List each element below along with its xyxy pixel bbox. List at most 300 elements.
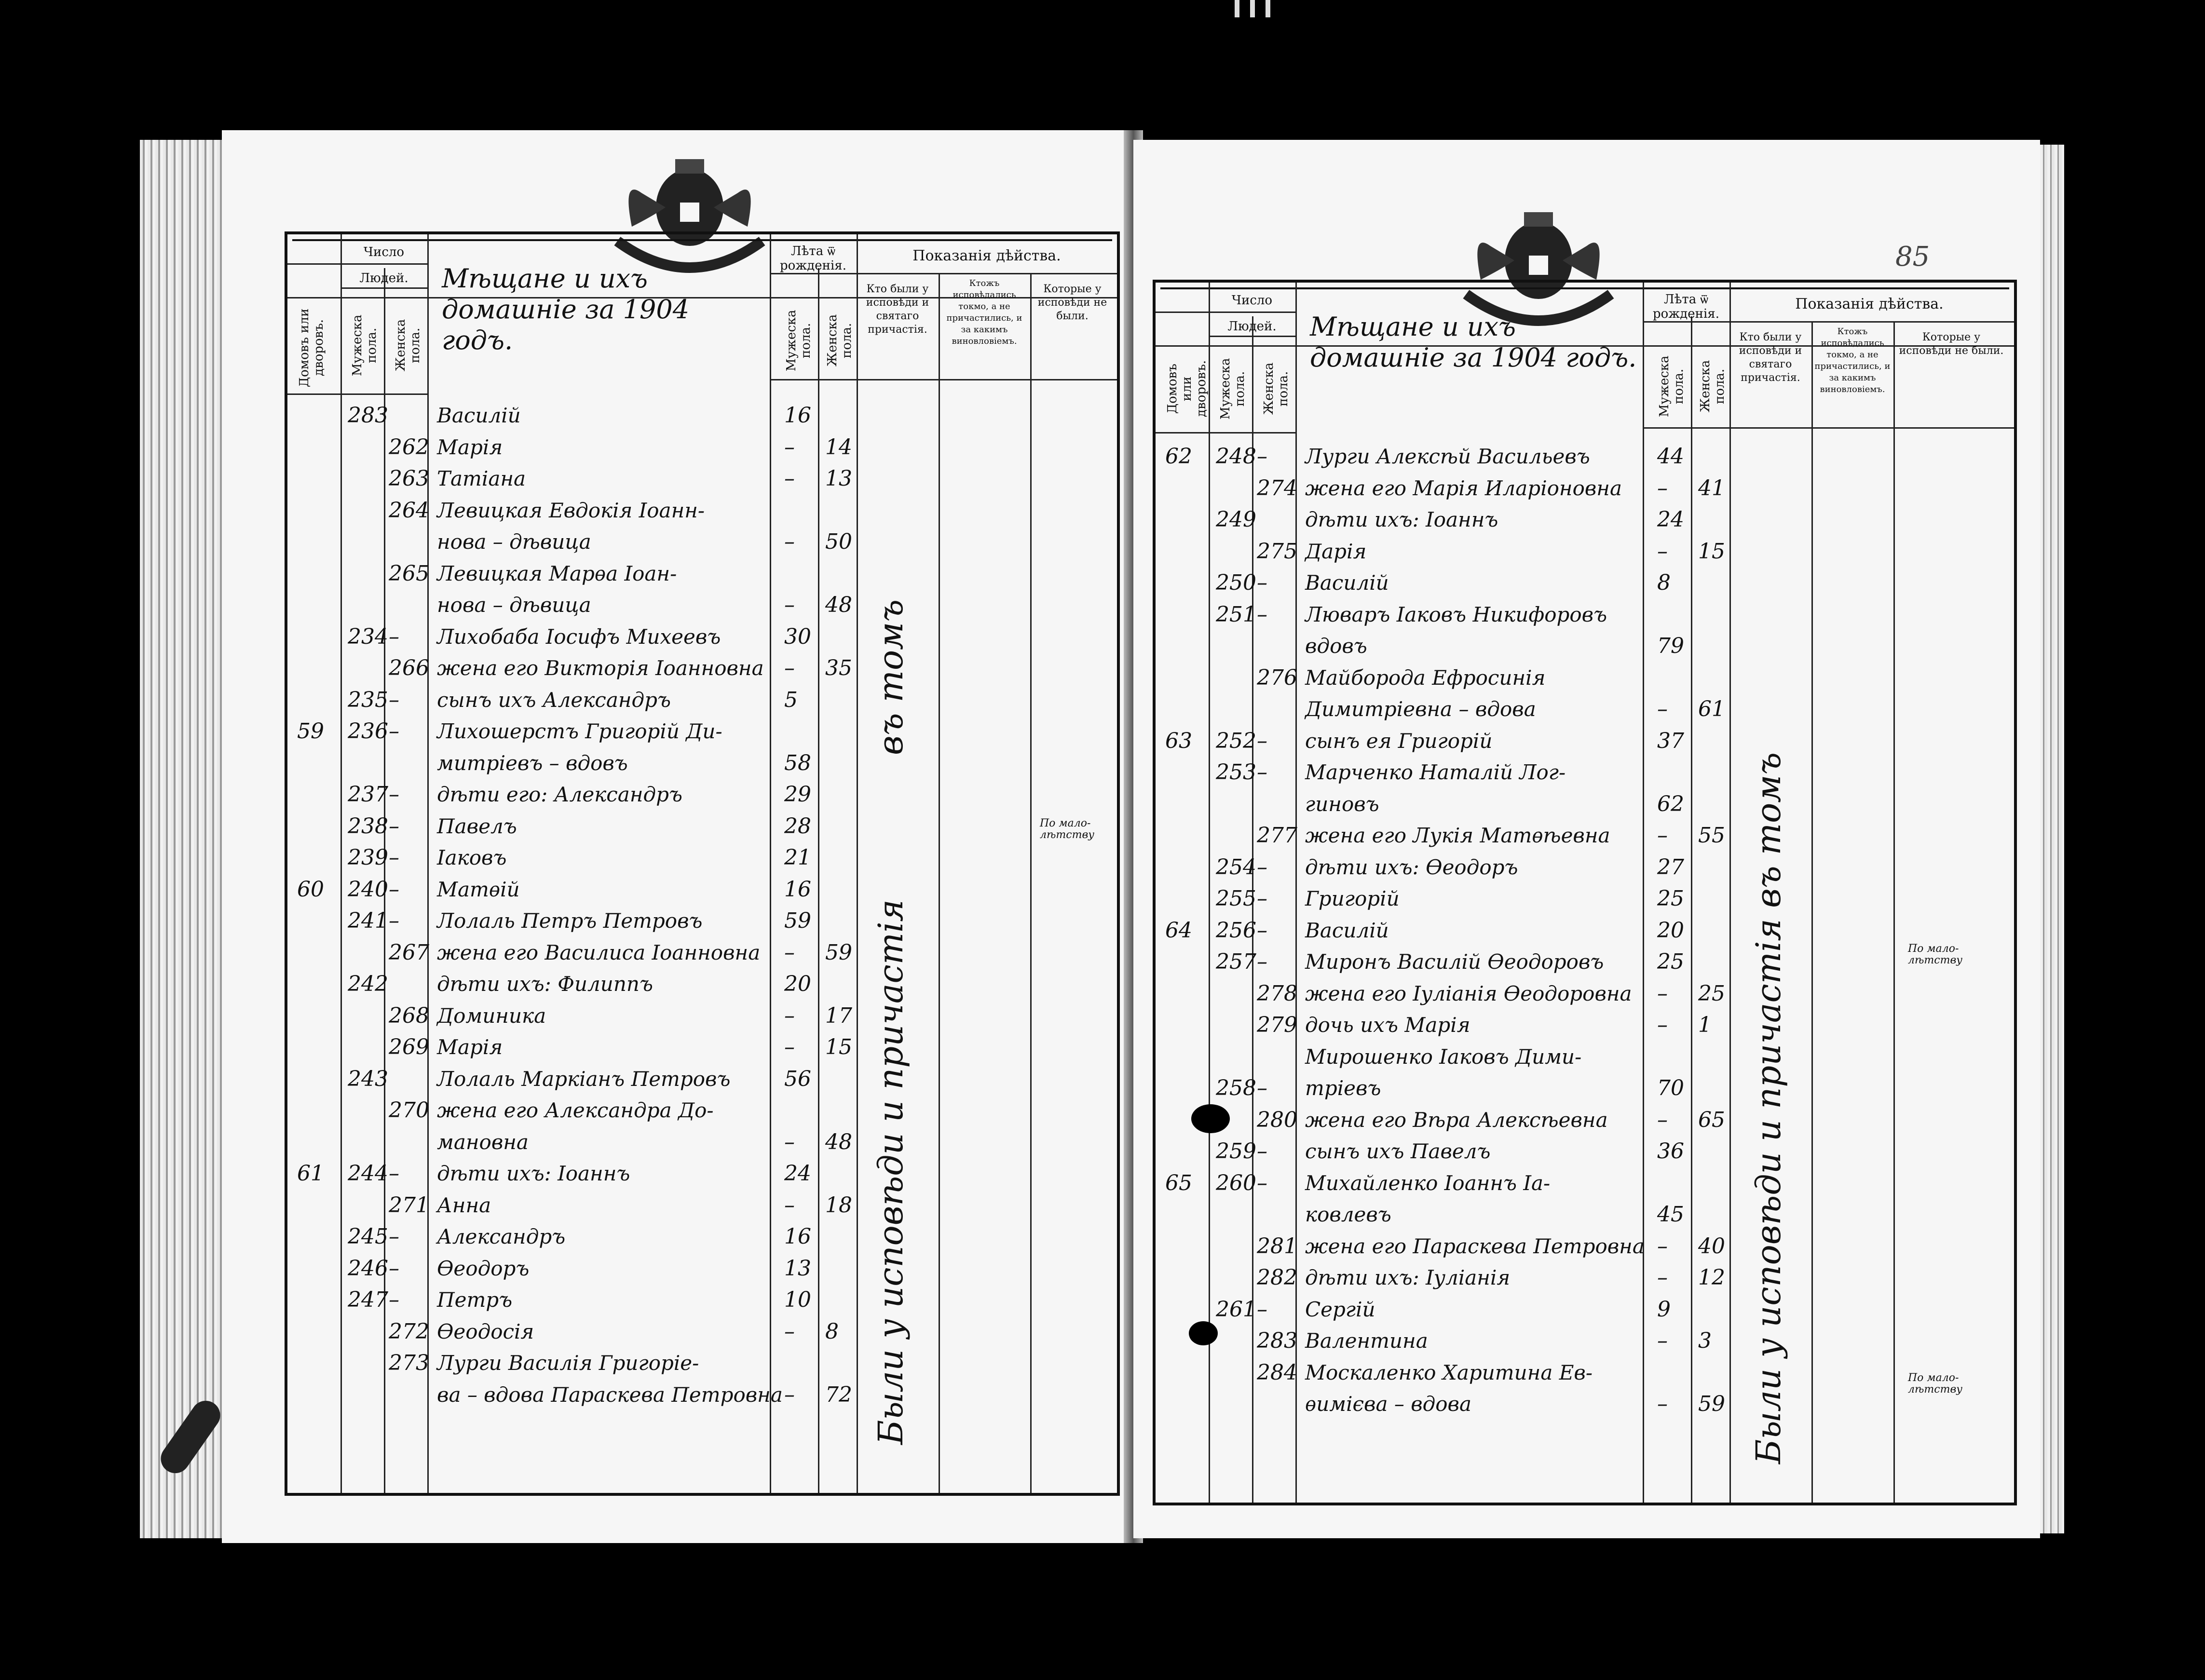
male-age: 25 — [1657, 886, 1684, 911]
male-age: 24 — [784, 1161, 811, 1186]
person-name: Дарія — [1305, 539, 1367, 563]
person-name: митріевъ – вдовъ — [437, 751, 628, 775]
female-age: 72 — [825, 1382, 852, 1407]
person-name: жена его Александра До- — [437, 1098, 714, 1122]
table-row — [1156, 726, 2004, 756]
table-row — [1156, 474, 2004, 503]
house-number: 61 — [297, 1161, 324, 1186]
female-age: 59 — [825, 940, 852, 965]
female-number: 266 — [389, 656, 429, 680]
female-number: – — [389, 1224, 399, 1249]
female-number: 272 — [389, 1319, 429, 1344]
male-number: 253 — [1216, 760, 1256, 785]
table-row — [1156, 1358, 2004, 1388]
female-number: – — [389, 1287, 399, 1312]
table-row — [1156, 853, 2004, 882]
header-chislo: Число — [1231, 293, 1273, 308]
male-age: – — [1657, 1392, 1668, 1416]
male-number: 242 — [348, 972, 388, 996]
film-frame-mark — [1235, 0, 1346, 19]
header-female: Женска пола. — [394, 319, 422, 372]
male-number: 243 — [348, 1066, 388, 1091]
male-number: 239 — [348, 845, 388, 870]
person-name: дѣти ихъ: Филиппъ — [437, 972, 653, 996]
female-age: 65 — [1698, 1107, 1725, 1132]
person-name: дѣти ихъ: Іоаннъ — [1305, 508, 1498, 531]
male-number: 248 — [1216, 444, 1256, 469]
table-row — [1156, 1232, 2004, 1261]
male-number: 249 — [1216, 507, 1256, 532]
person-name: Александръ — [437, 1225, 566, 1248]
person-name: дѣти ихъ: Ѳеодоръ — [1305, 855, 1518, 879]
female-age: 25 — [1698, 981, 1725, 1006]
male-number: 235 — [348, 687, 388, 712]
table-row — [287, 969, 1107, 999]
male-age: 25 — [1657, 949, 1684, 974]
header-who-were: Кто были у исповѣди и святаго причастія. — [1739, 331, 1802, 384]
male-number: 252 — [1216, 728, 1256, 753]
female-number: – — [1257, 918, 1267, 943]
female-number: – — [1257, 1170, 1267, 1195]
female-number: 275 — [1257, 539, 1297, 564]
male-number: 238 — [348, 813, 388, 839]
table-row — [287, 527, 1107, 557]
person-name: вдовъ — [1305, 634, 1367, 658]
male-age: – — [784, 434, 795, 460]
left-page — [222, 130, 1129, 1543]
female-number: – — [389, 687, 399, 712]
male-age: 79 — [1657, 634, 1684, 658]
male-number: 245 — [348, 1224, 388, 1249]
female-number: 277 — [1257, 823, 1297, 848]
female-age: 17 — [825, 1003, 852, 1028]
note-who-were-right: Были у исповѣди и причастія въ томъ — [1749, 752, 1788, 1464]
male-age: 36 — [1657, 1139, 1684, 1164]
female-number: 278 — [1257, 981, 1297, 1006]
person-name: Лолаль Маркіанъ Петровъ — [437, 1067, 731, 1091]
male-age: 56 — [784, 1066, 811, 1091]
female-number: – — [1257, 949, 1267, 974]
page-number: 85 — [1895, 241, 1930, 272]
table-row — [287, 464, 1107, 494]
person-name: ва – вдова Параскева Петровна — [437, 1382, 783, 1407]
table-row — [287, 843, 1107, 873]
side-note-right-2: По мало-лѣтству — [1908, 1372, 1963, 1395]
person-name: Марченко Наталій Лог- — [1305, 760, 1566, 784]
female-number: – — [1257, 1076, 1267, 1100]
table-row — [1156, 631, 2004, 661]
male-age: 16 — [784, 403, 811, 428]
table-row — [1156, 758, 2004, 787]
female-number: 271 — [389, 1192, 429, 1218]
table-row — [1156, 663, 2004, 693]
table-row — [287, 1001, 1107, 1031]
male-number: 256 — [1216, 918, 1256, 943]
person-name: Василій — [1305, 918, 1389, 942]
table-row — [287, 875, 1107, 905]
person-name: Марія — [437, 435, 503, 459]
table-row — [1156, 568, 2004, 598]
section-title: Мѣщане и ихъ домашніе за 1904 годъ. — [442, 263, 690, 355]
table-row — [287, 1285, 1107, 1315]
table-row — [287, 812, 1107, 841]
female-number: – — [1257, 602, 1267, 627]
table-row — [287, 1096, 1107, 1125]
table-row — [1156, 916, 2004, 946]
male-age: – — [784, 529, 795, 554]
female-number: 268 — [389, 1003, 429, 1028]
house-number: 65 — [1165, 1170, 1192, 1195]
male-age: – — [1657, 697, 1668, 721]
male-age: 5 — [784, 687, 798, 712]
female-number: 273 — [389, 1351, 429, 1375]
male-age: – — [784, 656, 795, 680]
person-name: гиновъ — [1305, 792, 1379, 816]
male-age: – — [784, 1035, 795, 1059]
table-row — [1156, 694, 2004, 724]
table-row — [287, 1127, 1107, 1157]
person-name: Лихобаба Іосифъ Михеевъ — [437, 624, 721, 649]
person-name: Лихошерстъ Григорій Ди- — [437, 719, 722, 743]
male-number: 258 — [1216, 1076, 1256, 1100]
person-name: дочь ихъ Марія — [1305, 1013, 1470, 1037]
house-number: 62 — [1165, 444, 1192, 469]
person-name: Люваръ Іаковъ Никифоровъ — [1305, 602, 1607, 626]
table-row — [1156, 884, 2004, 914]
male-age: 30 — [784, 624, 811, 649]
female-age: 59 — [1698, 1392, 1725, 1416]
male-age: 62 — [1657, 791, 1684, 816]
table-row — [1156, 537, 2004, 567]
male-number: 234 — [348, 624, 388, 649]
header-lyudey: Людей. — [359, 271, 408, 285]
person-name: Димитріевна – вдова — [1305, 697, 1536, 721]
header-who-were: Кто были у исповѣди и святаго причастія. — [866, 283, 929, 336]
male-number: 259 — [1216, 1139, 1256, 1164]
table-row — [1156, 821, 2004, 851]
male-number: 261 — [1216, 1297, 1256, 1322]
female-number: – — [389, 813, 399, 839]
female-number: – — [1257, 728, 1267, 753]
register-table-left — [285, 231, 1120, 1496]
male-age: 13 — [784, 1256, 811, 1281]
person-name: Петръ — [437, 1288, 513, 1312]
header-lyudey: Людей. — [1227, 319, 1277, 334]
table-row — [287, 906, 1107, 936]
male-number: 251 — [1216, 602, 1256, 627]
person-name: Доминика — [437, 1003, 546, 1028]
female-age: 18 — [825, 1192, 852, 1218]
person-name: Василій — [437, 404, 521, 427]
male-age: 8 — [1657, 570, 1671, 595]
table-row — [1156, 1326, 2004, 1356]
male-age: 59 — [784, 908, 811, 933]
table-row — [287, 1254, 1107, 1284]
table-row — [287, 590, 1107, 620]
female-number: – — [389, 1256, 399, 1281]
male-age: 9 — [1657, 1297, 1671, 1322]
male-age: 16 — [784, 1224, 811, 1249]
header-years-female: Женска пола. — [1698, 360, 1727, 413]
person-name: Москаленко Харитина Ев- — [1305, 1360, 1593, 1384]
ink-blot — [1189, 1321, 1218, 1345]
female-number: 262 — [389, 434, 429, 460]
male-age: – — [1657, 539, 1668, 564]
male-age: – — [1657, 823, 1668, 848]
male-age: – — [784, 593, 795, 617]
house-number: 59 — [297, 719, 324, 744]
person-name: сынъ ихъ Павелъ — [1305, 1139, 1491, 1163]
female-number: 267 — [389, 940, 429, 965]
male-age: – — [1657, 1013, 1668, 1037]
person-name: Майборода Ефросинія — [1305, 665, 1546, 690]
house-number: 64 — [1165, 918, 1192, 943]
female-number: – — [389, 877, 399, 902]
female-number: – — [389, 782, 399, 807]
male-age: – — [784, 1003, 795, 1028]
person-name: Григорій — [1305, 887, 1400, 910]
male-number: 244 — [348, 1161, 388, 1186]
male-age: 16 — [784, 877, 811, 902]
ink-blot — [1191, 1104, 1230, 1133]
male-age: – — [1657, 1265, 1668, 1290]
table-row — [1156, 1168, 2004, 1198]
female-number: 265 — [389, 561, 429, 586]
book-page-edges-left — [140, 140, 227, 1538]
person-name: сынъ ихъ Александръ — [437, 688, 671, 712]
table-row — [287, 622, 1107, 652]
male-number: 241 — [348, 908, 388, 933]
person-name: Мирошенко Іаковъ Дими- — [1305, 1044, 1582, 1069]
male-number: 240 — [348, 877, 388, 902]
header-domov: Домовъ или дворовъ. — [297, 308, 326, 387]
female-age: 55 — [1698, 823, 1725, 848]
table-row — [287, 1191, 1107, 1220]
table-row — [287, 1380, 1107, 1410]
male-age: 29 — [784, 782, 811, 807]
female-number: – — [389, 845, 399, 870]
person-name: Павелъ — [437, 814, 517, 838]
header-male: Мужеска пола. — [1218, 358, 1247, 420]
table-row — [1156, 505, 2004, 535]
header-years: Лѣта ѿ рожденія. — [1653, 292, 1719, 321]
table-row — [287, 748, 1107, 778]
person-name: Лурги Василія Григоріе- — [437, 1351, 699, 1375]
male-age: 37 — [1657, 728, 1684, 753]
male-age: – — [784, 1319, 795, 1344]
male-age: 44 — [1657, 444, 1684, 469]
male-number: 260 — [1216, 1170, 1256, 1195]
table-row — [287, 938, 1107, 968]
male-age: – — [784, 940, 795, 965]
male-age: 21 — [784, 845, 811, 870]
header-male: Мужеска пола. — [350, 314, 379, 376]
person-name: Миронъ Василій Ѳеодоровъ — [1305, 950, 1604, 974]
female-number: 274 — [1257, 475, 1297, 501]
male-age: 45 — [1657, 1202, 1684, 1227]
person-name: дѣти его: Александръ — [437, 783, 682, 806]
table-row — [287, 1222, 1107, 1252]
person-name: сынъ ея Григорій — [1305, 729, 1493, 753]
header-who-confessed: Ктожъ исповѣдались токмо, а не причастились, и за какимъ виновловіемъ. — [1814, 326, 1891, 394]
female-age: 15 — [1698, 539, 1725, 564]
person-name: Левицкая Евдокія Іоанн- — [437, 498, 705, 522]
female-age: 35 — [825, 656, 852, 680]
person-name: Татіана — [437, 467, 526, 490]
male-age: – — [784, 1382, 795, 1407]
male-age: 58 — [784, 750, 811, 775]
person-name: ковлевъ — [1305, 1203, 1391, 1226]
table-row — [287, 717, 1107, 746]
person-name: жена его Лукія Матѳѣевна — [1305, 824, 1610, 847]
person-name: Лурги Алексѣй Васильевъ — [1305, 445, 1590, 468]
section-title: Мѣщане и ихъ домашніе за 1904 годъ. — [1310, 312, 1637, 373]
header-who-not: Которые у исповѣди не были. — [1899, 331, 2004, 357]
table-row — [287, 1032, 1107, 1062]
male-age: – — [1657, 475, 1668, 501]
male-age: – — [1657, 1328, 1668, 1353]
table-row — [287, 401, 1107, 431]
table-row — [287, 1159, 1107, 1189]
female-number: 270 — [389, 1098, 429, 1123]
female-age: 41 — [1698, 475, 1725, 501]
female-age: 48 — [825, 1129, 852, 1154]
male-age: 70 — [1657, 1076, 1684, 1100]
male-number: 255 — [1216, 886, 1256, 911]
table-row — [1156, 1073, 2004, 1103]
table-row — [1156, 947, 2004, 977]
side-note-right-1: По мало-лѣтству — [1908, 943, 1963, 966]
male-age: – — [1657, 981, 1668, 1006]
male-age: – — [784, 1192, 795, 1218]
female-number: 263 — [389, 466, 429, 491]
female-age: 40 — [1698, 1233, 1725, 1259]
table-row — [1156, 979, 2004, 1009]
person-name: жена его Іуліанія Ѳеодоровна — [1305, 981, 1632, 1005]
table-row — [1156, 1042, 2004, 1072]
table-row — [287, 780, 1107, 810]
header-years-male: Мужеска пола. — [1657, 355, 1686, 417]
person-name: тріевъ — [1305, 1076, 1381, 1100]
male-number: 254 — [1216, 854, 1256, 880]
female-age: 61 — [1698, 697, 1725, 721]
female-number: 282 — [1257, 1265, 1297, 1290]
register-table-right — [1153, 280, 2017, 1505]
house-number: 60 — [297, 877, 324, 902]
female-age: 3 — [1698, 1328, 1712, 1353]
female-number: – — [1257, 1139, 1267, 1164]
male-age: – — [1657, 1107, 1668, 1132]
male-age: 24 — [1657, 507, 1684, 532]
male-age: – — [1657, 1233, 1668, 1259]
person-name: жена его Вѣра Алексѣевна — [1305, 1108, 1608, 1132]
house-number: 63 — [1165, 728, 1192, 753]
female-number: 276 — [1257, 665, 1297, 690]
female-age: 50 — [825, 529, 852, 554]
person-name: мановна — [437, 1130, 529, 1154]
person-name: Матѳій — [437, 877, 520, 901]
female-number: 284 — [1257, 1360, 1297, 1385]
person-name: нова – дѣвица — [437, 593, 591, 617]
side-note-left: По мало-лѣтству — [1040, 817, 1095, 841]
table-row — [287, 559, 1107, 589]
table-row — [287, 496, 1107, 526]
header-domov: Домовъ или дворовъ. — [1165, 360, 1209, 418]
header-years-female: Женска пола. — [825, 314, 854, 367]
male-number: 247 — [348, 1287, 388, 1312]
header-who-confessed: Ктожъ исповѣдались токмо, а не причастились, и за какимъ виновловіемъ. — [946, 278, 1022, 346]
note-who-were-left-2: въ томъ — [871, 599, 911, 755]
header-testimony: Показанія дѣйства. — [1795, 296, 1944, 312]
female-number: – — [1257, 760, 1267, 785]
person-name: ѳимієва – вдова — [1305, 1392, 1472, 1416]
table-row — [287, 1064, 1107, 1094]
header-years: Лѣта ѿ рожденія. — [780, 244, 846, 273]
female-number: – — [389, 624, 399, 649]
female-number: 283 — [1257, 1328, 1297, 1353]
header-who-not: Которые у исповѣди не были. — [1037, 283, 1107, 322]
person-name: нова – дѣвица — [437, 530, 591, 554]
table-row — [287, 433, 1107, 462]
person-name: дѣти ихъ: Іуліанія — [1305, 1266, 1511, 1289]
person-name: Ѳеодосія — [437, 1319, 534, 1343]
male-age: – — [784, 1129, 795, 1154]
male-number: 246 — [348, 1256, 388, 1281]
note-who-were-left: Были у исповѣди и причастія — [871, 899, 911, 1445]
female-number: – — [1257, 854, 1267, 880]
right-page — [1133, 140, 2040, 1538]
female-number: – — [1257, 444, 1267, 469]
female-age: 48 — [825, 593, 852, 617]
female-number: 280 — [1257, 1107, 1297, 1132]
person-name: Анна — [437, 1193, 491, 1217]
table-row — [1156, 1389, 2004, 1419]
person-name: Михайленко Іоаннъ Іа- — [1305, 1171, 1551, 1195]
person-name: Левицкая Марѳа Іоан- — [437, 561, 677, 585]
table-row — [287, 1317, 1107, 1347]
female-number: 279 — [1257, 1013, 1297, 1037]
male-number: 257 — [1216, 949, 1256, 974]
header-chislo: Число — [363, 245, 405, 259]
person-name: Василій — [1305, 571, 1389, 595]
female-age: 12 — [1698, 1265, 1725, 1290]
male-age: 20 — [1657, 918, 1684, 943]
female-age: 8 — [825, 1319, 839, 1344]
person-name: дѣти ихъ: Іоаннъ — [437, 1162, 630, 1185]
person-name: жена его Викторія Іоанновна — [437, 656, 764, 680]
person-name: Марія — [437, 1035, 503, 1059]
header-years-male: Мужеска пола. — [784, 310, 813, 371]
male-age: 27 — [1657, 854, 1684, 880]
female-number: – — [1257, 886, 1267, 911]
female-number: – — [389, 719, 399, 744]
table-row — [287, 1348, 1107, 1378]
person-name: Валентина — [1305, 1329, 1428, 1353]
female-age: 1 — [1698, 1013, 1712, 1037]
female-number: – — [1257, 1297, 1267, 1322]
male-number: 237 — [348, 782, 388, 807]
male-number: 236 — [348, 719, 388, 744]
female-number: 281 — [1257, 1233, 1297, 1259]
table-row — [1156, 1010, 2004, 1040]
person-name: Лолаль Петръ Петровъ — [437, 909, 703, 933]
table-row — [1156, 1295, 2004, 1325]
female-age: 14 — [825, 434, 852, 460]
female-number: – — [389, 908, 399, 933]
person-name: Ѳеодоръ — [437, 1256, 530, 1280]
table-row — [1156, 1263, 2004, 1293]
table-row — [287, 685, 1107, 715]
